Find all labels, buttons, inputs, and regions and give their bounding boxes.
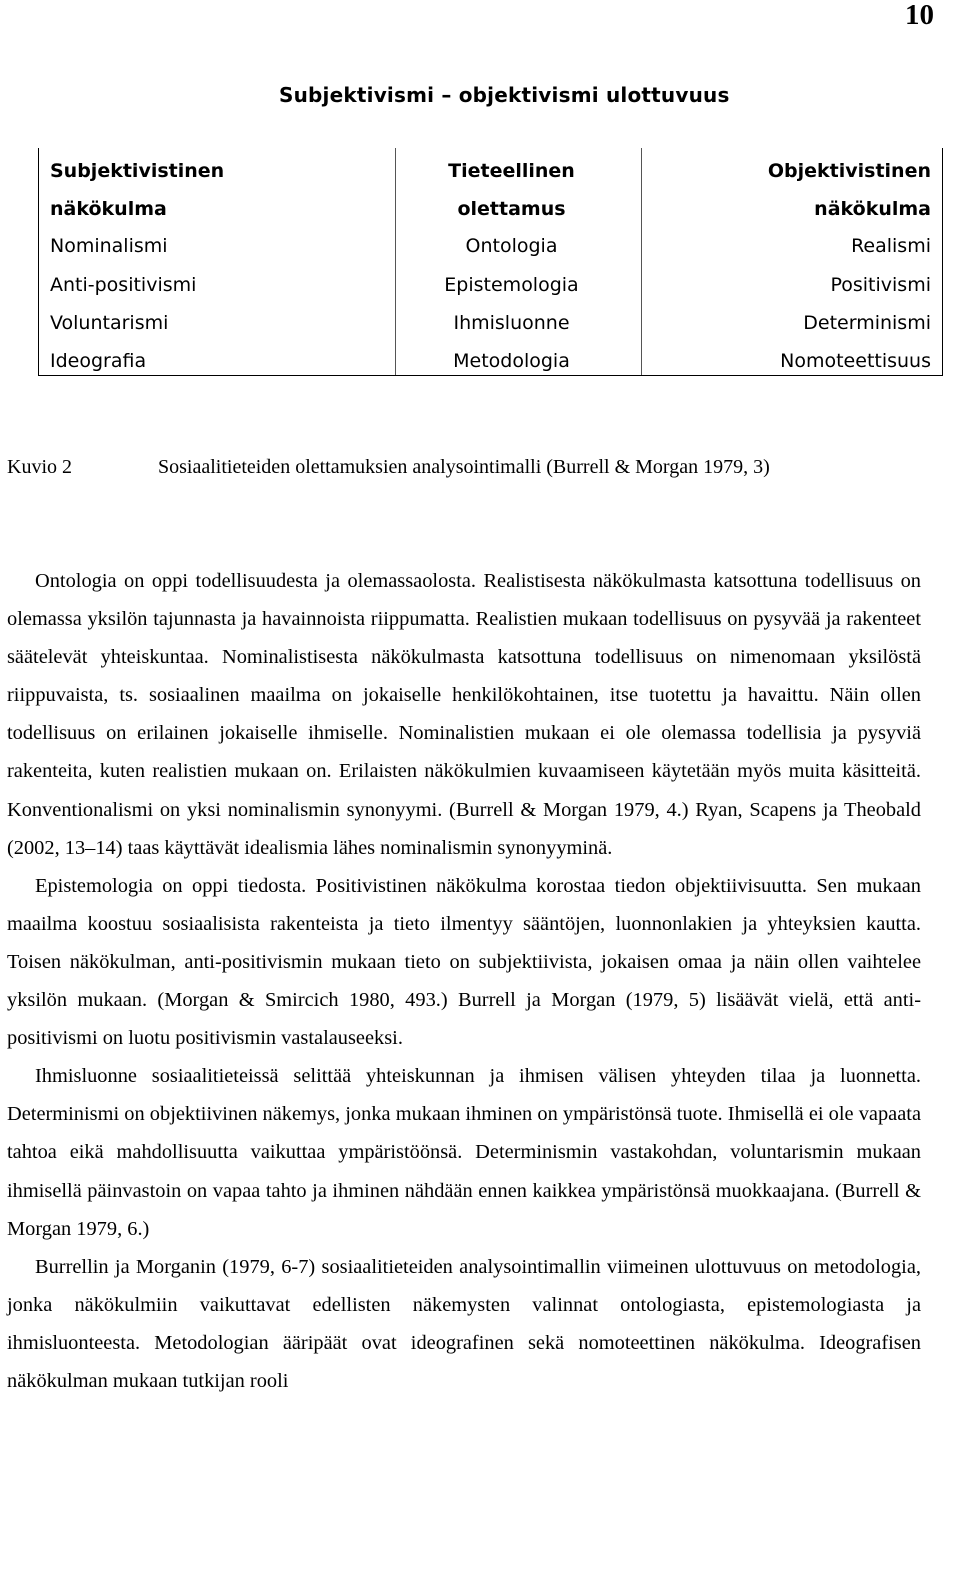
figure-title: Subjektivismi – objektivismi ulottuvuus [279, 83, 730, 107]
header-left-line-1: Subjektivistinen [50, 160, 225, 182]
table-cell-middle: Metodologia [453, 350, 570, 372]
paragraph-epistemology: Epistemologia on oppi tiedosta. Positivistinen näkökulma korostaa tiedon objektiivisuutta. Sen mukaan maailma koostuu sosiaalisista rakenteista ja tieto ilmentyy sääntöjen, luonnonlakien ja yhteyksien kautta. Toisen näkökulman, anti-positivismin mukaan tieto on subjektiivista, jokaisen omaa ja näin ollen vaihtelee yksilön mukaan. (Morgan & Smircich 1980, 493.) Burrell ja Morgan (1979, 5) lisäävät vielä, että anti-positivismi on luotu positivismin vastalauseeksi. [7, 874, 921, 1050]
paragraph-human-nature: Ihmisluonne sosiaalitieteissä selittää yhteiskunnan ja ihmisen välisen yhteyden tilaa ja luonnetta. Determinismi on objektiivinen näkemys, jonka mukaan ihminen on ympäristönsä tuote. Ihmisellä ei ole vapaata tahtoa eikä mahdollisuutta vaikuttaa ympäristöönsä. Determinismin vastakohdan, voluntarismin mukaan ihmisellä päinvastoin on vapaa tahto ja ihminen nähdään ennen kaikkea ympäristönsä muokkaajana. (Burrell & Morgan 1979, 6.) [7, 1065, 921, 1240]
table-cell-middle: Ontologia [465, 235, 558, 257]
figure-table [38, 148, 943, 376]
header-left-line-2: näkökulma [50, 198, 167, 220]
table-cell-middle: Epistemologia [444, 274, 579, 296]
table-cell-left: Voluntarismi [50, 312, 169, 334]
table-cell-left: Anti-positivismi [50, 274, 197, 296]
table-cell-left: Ideografia [50, 350, 147, 372]
header-right-line-2: näkökulma [814, 198, 931, 220]
table-cell-left: Nominalismi [50, 235, 168, 257]
figure-caption-text: Sosiaalitieteiden olettamuksien analysointimalli (Burrell & Morgan 1979, 3) [158, 456, 770, 478]
paragraph-ontology: Ontologia on oppi todellisuudesta ja olemassaolosta. Realistisesta näkökulmasta katsottuna todellisuus on olemassa yksilön tajunnasta ja havainnoista riippumatta. Realistien mukaan todellisuus on pysyvää ja rakenteet säätelevät yhteiskuntaa. Nominalistisesta näkökulmasta katsottuna todellisuus on nimenomaan yksilöstä riippuvaista, ts. sosiaalinen maailma on jokaiselle henkilökohtainen, itse tuotettu ja havaittu. Näin ollen todellisuus on erilainen jokaiselle ihmiselle. Nominalistien mukaan ei ole olemassa todellisia ja pysyviä rakenteita, kuten realistien mukaan on. Erilaisten näkökulmien kuvaamiseen käytetään myös muita käsitteitä. Konventionalismi on yksi nominalismin synonyymi. (Burrell & Morgan 1979, 4.) Ryan, Scapens ja Theobald (2002, 13–14) taas käyttävät idealismia lähes nominalismin synonyyminä. [7, 570, 921, 859]
table-cell-right: Determinismi [803, 312, 931, 334]
page-number: 10 [905, 0, 934, 31]
header-right-line-1: Objektivistinen [767, 160, 931, 182]
header-middle-line-2: olettamus [457, 198, 566, 220]
table-cell-middle: Ihmisluonne [453, 312, 570, 334]
table-cell-right: Realismi [851, 235, 931, 257]
figure-caption-label: Kuvio 2 [7, 456, 72, 478]
paragraph-methodology: Burrellin ja Morganin (1979, 6-7) sosiaalitieteiden analysointimallin viimeinen ulottuvuus on metodologia, jonka näkökulmiin vaikuttavat edellisten näkemysten valinnat ontologiasta, epistemologiasta ja ihmisluonteesta. Metodologian ääripäät ovat ideografinen sekä nomoteettinen näkökulma. Ideografisen näkökulman mukaan tutkijan rooli [7, 1255, 921, 1392]
header-middle-line-1: Tieteellinen [448, 160, 575, 182]
table-cell-right: Nomoteettisuus [780, 350, 931, 372]
body-text [7, 562, 921, 1400]
table-cell-right: Positivismi [830, 274, 931, 296]
